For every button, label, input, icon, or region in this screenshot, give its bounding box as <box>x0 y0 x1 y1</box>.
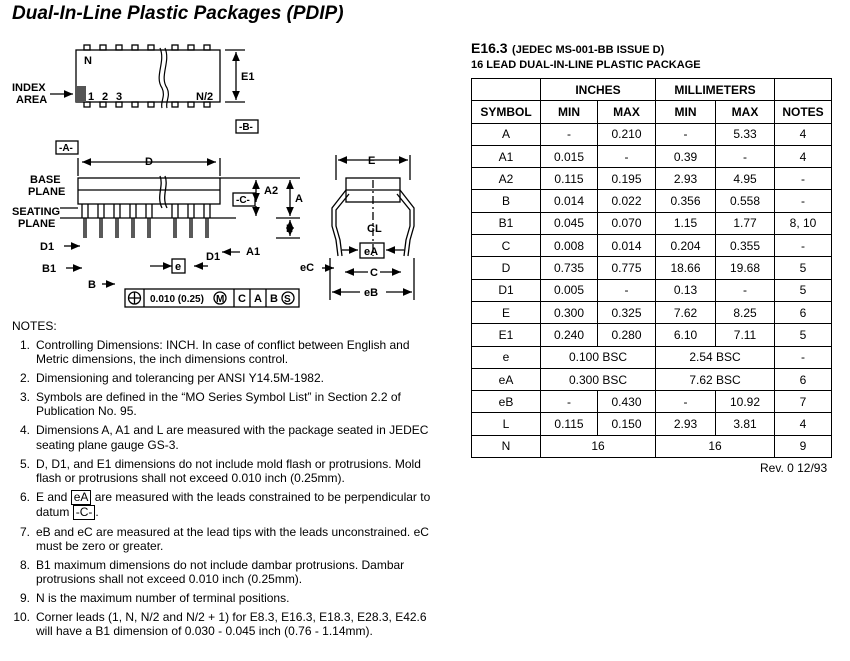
dim-d1-left: D1 <box>40 241 55 253</box>
dim-a1: A1 <box>246 246 261 258</box>
inches-max-cell: - <box>598 279 656 301</box>
index-area-marker <box>76 86 86 102</box>
mm-min-cell: 0.356 <box>656 190 716 212</box>
millimeters-cell: 2.54 BSC <box>656 346 775 368</box>
seating-plane-1: SEATING <box>12 206 61 218</box>
note-item: 8. B1 maximum dimensions do not include dambar protrusions. Dambar protrusions shall not exceed 0.010 inch (0.25mm). <box>19 557 405 587</box>
mm-min-header: MIN <box>656 101 716 123</box>
inches-min-cell: 0.115 <box>541 413 598 435</box>
inches-max-cell: - <box>598 145 656 167</box>
symbol-cell: E1 <box>472 324 541 346</box>
dim-b1: B1 <box>42 263 57 275</box>
note-item: 7. eB and eC are measured at the lead tips with the leads unconstrained. eC must be zero or greater. <box>19 524 429 553</box>
inches-min-cell: 0.115 <box>541 168 598 190</box>
tolerance-ref-b: B <box>270 293 278 305</box>
mm-min-cell: 6.10 <box>656 324 716 346</box>
inches-cell: 0.300 BSC <box>541 368 656 390</box>
table-row <box>472 413 832 435</box>
mm-max-cell: 8.25 <box>716 301 775 323</box>
notes-cell: 4 <box>775 123 832 145</box>
notes-cell: - <box>775 235 832 257</box>
mm-min-cell: 1.15 <box>656 212 716 234</box>
dim-d1-right: D1 <box>206 251 221 263</box>
inches-max-cell: 0.070 <box>598 212 656 234</box>
inches-min-cell: - <box>541 391 598 413</box>
dimension-table <box>471 78 832 458</box>
symbol-cell: N <box>472 435 541 457</box>
mm-min-cell: - <box>656 123 716 145</box>
inches-min-cell: 0.005 <box>541 279 598 301</box>
dim-e-end: E <box>368 155 376 167</box>
datum-a: -A- <box>59 143 73 154</box>
pin-2-label: 2 <box>102 91 109 103</box>
pin-3-label: 3 <box>116 91 123 103</box>
dim-eb: eB <box>364 287 379 299</box>
symbol-cell: eB <box>472 391 541 413</box>
datum-c-box: -C- <box>73 505 96 520</box>
pin-n2-label: N/2 <box>196 91 214 103</box>
mm-max-cell: 7.11 <box>716 324 775 346</box>
inches-min-cell: - <box>541 123 598 145</box>
dim-ec: eC <box>300 262 315 274</box>
notes-cell: 5 <box>775 324 832 346</box>
mm-max-cell: - <box>716 279 775 301</box>
table-row <box>472 257 832 279</box>
millimeters-cell: 16 <box>656 435 775 457</box>
tolerance-ref-c: C <box>238 293 246 305</box>
datum-c: -C- <box>236 195 250 206</box>
datum-b: -B- <box>239 122 253 133</box>
notes-cell: 6 <box>775 301 832 323</box>
inches-max-cell: 0.775 <box>598 257 656 279</box>
notes-cell: 9 <box>775 435 832 457</box>
pin-n-label: N <box>84 55 92 67</box>
table-row <box>472 301 832 323</box>
spec-subtitle: 16 LEAD DUAL-IN-LINE PLASTIC PACKAGE <box>471 59 701 71</box>
table-row <box>472 279 832 301</box>
symbol-cell: D1 <box>472 279 541 301</box>
side-view-body <box>78 178 220 204</box>
notes-cell: - <box>775 190 832 212</box>
mm-min-cell: 0.204 <box>656 235 716 257</box>
millimeters-header: MILLIMETERS <box>656 79 775 101</box>
mm-max-cell: 0.558 <box>716 190 775 212</box>
tolerance-ref-a: A <box>254 293 262 305</box>
note-item: 10. Corner leads (1, N, N/2 and N/2 + 1) for E8.3, E16.3, E18.3, E28.3, E42.6 will have a B1 dimension of 0.030 - 0.045 inch (0.76 - 1.14mm). <box>13 610 427 639</box>
index-label-2: AREA <box>16 94 48 106</box>
table-row <box>472 346 832 368</box>
tolerance-value: 0.010 (0.25) <box>150 294 204 305</box>
table-row <box>472 435 832 457</box>
inches-cell: 16 <box>541 435 656 457</box>
inches-min-cell: 0.015 <box>541 145 598 167</box>
in-max-header: MAX <box>598 101 656 123</box>
notes-cell: - <box>775 346 832 368</box>
mm-min-cell: 7.62 <box>656 301 716 323</box>
package-drawing <box>0 30 460 315</box>
inches-max-cell: 0.150 <box>598 413 656 435</box>
note-item: 5. D, D1, and E1 dimensions do not include mold flash or protrusions. Mold flash or protrusions shall not exceed 0.010 inch (0.25mm). <box>19 456 421 485</box>
mm-min-cell: 0.39 <box>656 145 716 167</box>
notes-cell: 5 <box>775 279 832 301</box>
notes-cell: 6 <box>775 368 832 390</box>
index-label-1: INDEX <box>12 82 46 94</box>
symbol-cell: eA <box>472 368 541 390</box>
seating-plane-2: PLANE <box>18 218 56 230</box>
table-row <box>472 235 832 257</box>
notes-header: NOTES <box>775 101 832 123</box>
symbol-cell: B <box>472 190 541 212</box>
inches-max-cell: 0.022 <box>598 190 656 212</box>
inches-max-cell: 0.195 <box>598 168 656 190</box>
table-row <box>472 190 832 212</box>
inches-min-cell: 0.240 <box>541 324 598 346</box>
symbol-cell: C <box>472 235 541 257</box>
revision-label: Rev. 0 12/93 <box>760 461 828 475</box>
note-item: 2. Dimensioning and tolerancing per ANSI Y14.5M-1982. <box>19 371 324 386</box>
mm-max-header: MAX <box>716 101 775 123</box>
pin-1-label: 1 <box>88 91 95 103</box>
inches-header: INCHES <box>541 79 656 101</box>
dim-c: C <box>370 267 378 279</box>
inches-min-cell: 0.300 <box>541 301 598 323</box>
dim-a2: A2 <box>264 185 279 197</box>
side-leads <box>82 204 210 238</box>
symbol-cell: E <box>472 301 541 323</box>
dim-cl: CL <box>367 223 382 235</box>
base-plane-1: BASE <box>30 174 61 186</box>
inches-min-cell: 0.014 <box>541 190 598 212</box>
dim-ea: eA <box>364 246 379 258</box>
note-item: 6. E and eA are measured with the leads constrained to be perpendicular to datum -C- . <box>19 489 431 519</box>
millimeters-cell: 7.62 BSC <box>656 368 775 390</box>
inches-max-cell: 0.210 <box>598 123 656 145</box>
notes-cell: 5 <box>775 257 832 279</box>
note-item: 1. Controlling Dimensions: INCH. In case of conflict between English and Metric dimensions, the inch dimensions control. <box>19 338 410 367</box>
mm-max-cell: 4.95 <box>716 168 775 190</box>
mm-min-cell: 18.66 <box>656 257 716 279</box>
dim-e1: E1 <box>241 71 255 83</box>
notes-cell: 4 <box>775 413 832 435</box>
mm-max-cell: - <box>716 145 775 167</box>
base-plane-2: PLANE <box>28 186 66 198</box>
mm-max-cell: 10.92 <box>716 391 775 413</box>
inches-max-cell: 0.014 <box>598 235 656 257</box>
notes-cell: 8, 10 <box>775 212 832 234</box>
note-item: 9. N is the maximum number of terminal positions. <box>19 591 290 606</box>
inches-min-cell: 0.045 <box>541 212 598 234</box>
tolerance-mod: M <box>216 294 225 305</box>
blank-header <box>472 79 541 101</box>
notes-cell: 7 <box>775 391 832 413</box>
symbol-cell: A1 <box>472 145 541 167</box>
notes-heading: NOTES: <box>12 319 57 333</box>
dim-l: L <box>286 223 293 235</box>
mm-max-cell: 19.68 <box>716 257 775 279</box>
dim-a: A <box>295 193 303 205</box>
dim-b: B <box>88 279 96 291</box>
symbol-cell: A <box>472 123 541 145</box>
mm-min-cell: 2.93 <box>656 168 716 190</box>
blank-header <box>775 79 832 101</box>
inches-max-cell: 0.325 <box>598 301 656 323</box>
inches-max-cell: 0.430 <box>598 391 656 413</box>
symbol-cell: A2 <box>472 168 541 190</box>
inches-cell: 0.100 BSC <box>541 346 656 368</box>
table-row <box>472 168 832 190</box>
tolerance-mod2: S <box>284 294 291 305</box>
mm-min-cell: 0.13 <box>656 279 716 301</box>
table-row <box>472 391 832 413</box>
notes-cell: 4 <box>775 145 832 167</box>
notes-list <box>12 338 432 643</box>
notes-cell: - <box>775 168 832 190</box>
symbol-cell: D <box>472 257 541 279</box>
mm-max-cell: 0.355 <box>716 235 775 257</box>
table-row <box>472 368 832 390</box>
note-item: 3. Symbols are defined in the “MO Series Symbol List” in Section 2.2 of Publication No. 95. <box>19 390 401 419</box>
inches-max-cell: 0.280 <box>598 324 656 346</box>
symbol-header: SYMBOL <box>472 101 541 123</box>
table-row <box>472 123 832 145</box>
page-title: Dual-In-Line Plastic Packages (PDIP) <box>12 3 344 24</box>
mm-max-cell: 5.33 <box>716 123 775 145</box>
mm-max-cell: 3.81 <box>716 413 775 435</box>
dim-e: e <box>175 261 182 273</box>
mm-min-cell: - <box>656 391 716 413</box>
mm-min-cell: 2.93 <box>656 413 716 435</box>
ea-box: eA <box>71 490 92 505</box>
inches-min-cell: 0.735 <box>541 257 598 279</box>
inches-min-cell: 0.008 <box>541 235 598 257</box>
in-min-header: MIN <box>541 101 598 123</box>
mm-max-cell: 1.77 <box>716 212 775 234</box>
table-row <box>472 324 832 346</box>
note-item: 4. Dimensions A, A1 and L are measured with the package seated in JEDEC seating plane gauge GS-3. <box>19 423 429 452</box>
table-row <box>472 145 832 167</box>
symbol-cell: B1 <box>472 212 541 234</box>
symbol-cell: e <box>472 346 541 368</box>
symbol-cell: L <box>472 413 541 435</box>
table-row <box>472 212 832 234</box>
spec-id: E16.3 (JEDEC MS-001-BB ISSUE D) <box>471 40 665 56</box>
dim-d: D <box>145 156 153 168</box>
